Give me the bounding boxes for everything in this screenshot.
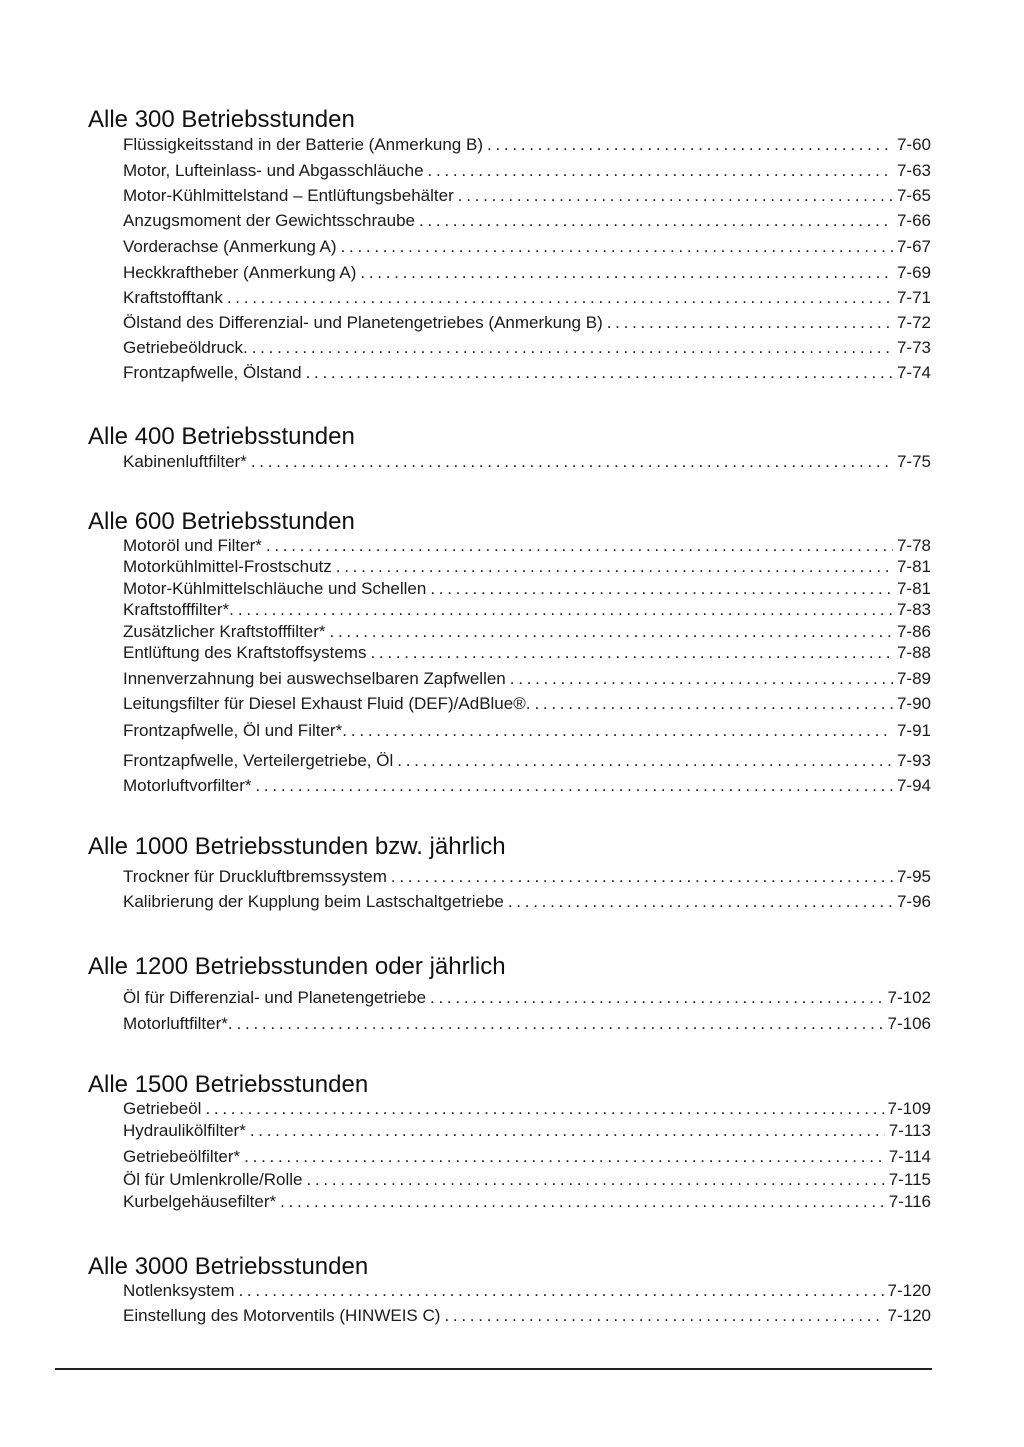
toc-entry[interactable] (123, 750, 931, 772)
toc-entry[interactable] (123, 578, 931, 600)
section-heading: Alle 3000 Betriebsstunden (88, 1253, 369, 1280)
dot-leader (430, 987, 883, 1009)
dot-leader (330, 621, 893, 643)
toc-entry[interactable] (123, 775, 931, 797)
dot-leader (428, 160, 893, 182)
toc-entry[interactable] (123, 621, 931, 643)
toc-entry-label: Kurbelgehäusefilter* (123, 1192, 277, 1211)
toc-entry-label: Entlüftung des Kraftstoffsystems (123, 643, 367, 662)
toc-entry-label: Motoröl und Filter* (123, 536, 262, 555)
toc-entry-page-number: 7-71 (896, 288, 931, 307)
toc-entry-page-number: 7-81 (896, 579, 931, 598)
dot-leader (510, 668, 893, 690)
toc-entry-page-number: 7-109 (887, 1099, 931, 1118)
toc-entry-label: Getriebeöl (123, 1099, 202, 1118)
toc-entry-page-number: 7-86 (896, 622, 931, 641)
toc-entry-label: Frontzapfwelle, Öl und Filter*. (123, 721, 347, 740)
dot-leader (306, 362, 893, 384)
toc-entry[interactable] (123, 210, 931, 232)
section-heading: Alle 600 Betriebsstunden (88, 508, 355, 535)
toc-entry[interactable] (123, 1098, 931, 1120)
toc-entry[interactable] (123, 337, 931, 359)
toc-entry-label: Motor-Kühlmittelschläuche und Schellen (123, 579, 427, 598)
toc-entry-label: Motorluftfilter*. (123, 1014, 233, 1033)
toc-entry-page-number: 7-120 (887, 1306, 931, 1325)
toc-entry-label: Zusätzlicher Kraftstofffilter* (123, 622, 326, 641)
toc-entry[interactable] (123, 134, 931, 156)
toc-entry-page-number: 7-81 (896, 557, 931, 576)
toc-entry-page-number: 7-120 (887, 1281, 931, 1300)
toc-entry-label: Hydraulikölfilter* (123, 1121, 246, 1140)
toc-entry-label: Flüssigkeitsstand in der Batterie (Anmerkung B) (123, 135, 483, 154)
dot-leader (370, 642, 892, 664)
dot-leader (227, 287, 893, 309)
toc-entry-page-number: 7-66 (896, 211, 931, 230)
toc-entry-page-number: 7-75 (896, 452, 931, 471)
toc-entry-page-number: 7-83 (896, 600, 931, 619)
toc-entry-label: Vorderachse (Anmerkung A) (123, 237, 337, 256)
toc-entry-label: Kraftstofffilter*. (123, 600, 234, 619)
toc-entry-page-number: 7-96 (896, 892, 931, 911)
toc-entry-label: Öl für Umlenkrolle/Rolle (123, 1170, 303, 1189)
section-heading: Alle 1500 Betriebsstunden (88, 1071, 369, 1098)
toc-entry-page-number: 7-89 (896, 669, 931, 688)
toc-entry-label: Frontzapfwelle, Ölstand (123, 363, 302, 382)
toc-entry-label: Kalibrierung der Kupplung beim Lastschaltgetriebe (123, 892, 504, 911)
toc-entry-label: Heckkraftheber (Anmerkung A) (123, 263, 357, 282)
toc-entry[interactable] (123, 866, 931, 888)
dot-leader (280, 1191, 885, 1213)
toc-entry[interactable] (123, 535, 931, 557)
toc-entry-page-number: 7-91 (896, 721, 931, 740)
toc-entry-label: Öl für Differenzial- und Planetengetriebe (123, 988, 427, 1007)
toc-entry-page-number: 7-106 (887, 1014, 931, 1033)
toc-entry-page-number: 7-114 (888, 1147, 931, 1166)
section-heading: Alle 400 Betriebsstunden (88, 423, 355, 450)
dot-leader (351, 720, 893, 742)
toc-entry[interactable] (123, 1120, 931, 1142)
toc-entry-page-number: 7-115 (888, 1170, 931, 1189)
toc-entry[interactable] (123, 451, 931, 473)
toc-entry[interactable] (123, 1169, 931, 1191)
toc-entry-page-number: 7-63 (896, 161, 931, 180)
toc-entry[interactable] (123, 1305, 931, 1327)
dot-leader (266, 535, 893, 557)
dot-leader (534, 693, 893, 715)
dot-leader (458, 185, 893, 207)
toc-entry[interactable] (123, 599, 931, 621)
dot-leader (391, 866, 893, 888)
toc-entry-page-number: 7-93 (896, 751, 931, 770)
dot-leader (430, 578, 893, 600)
toc-entry-page-number: 7-73 (896, 338, 931, 357)
toc-entry-page-number: 7-65 (896, 186, 931, 205)
section-heading: Alle 300 Betriebsstunden (88, 106, 355, 133)
toc-entry-label: Leitungsfilter für Diesel Exhaust Fluid (DEF)/AdBlue®. (123, 694, 531, 713)
dot-leader (244, 1146, 885, 1168)
toc-entry-page-number: 7-78 (896, 536, 931, 555)
dot-leader (360, 262, 893, 284)
section-heading: Alle 1000 Betriebsstunden bzw. jährlich (88, 833, 506, 860)
toc-entry[interactable] (123, 1013, 931, 1035)
dot-leader (238, 1280, 883, 1302)
dot-leader (397, 750, 893, 772)
dot-leader (444, 1305, 883, 1327)
dot-leader (251, 451, 893, 473)
dot-leader (307, 1169, 885, 1191)
toc-entry-label: Motorkühlmittel-Frostschutz (123, 557, 332, 576)
toc-entry-page-number: 7-72 (896, 313, 931, 332)
toc-entry-page-number: 7-116 (888, 1192, 931, 1211)
toc-entry[interactable] (123, 1191, 931, 1213)
toc-entry-page-number: 7-74 (896, 363, 931, 382)
toc-entry-page-number: 7-94 (896, 776, 931, 795)
toc-entry[interactable] (123, 642, 931, 664)
toc-entry-label: Frontzapfwelle, Verteilergetriebe, Öl (123, 751, 394, 770)
toc-entry-label: Kraftstofftank (123, 288, 223, 307)
toc-entry-page-number: 7-69 (896, 263, 931, 282)
section-heading: Alle 1200 Betriebsstunden oder jährlich (88, 953, 506, 980)
toc-entry-label: Getriebeöldruck. (123, 338, 248, 357)
toc-entry-page-number: 7-67 (896, 237, 931, 256)
toc-entry[interactable] (123, 668, 931, 690)
dot-leader (341, 236, 893, 258)
dot-leader (487, 134, 893, 156)
toc-entry[interactable] (123, 556, 931, 578)
toc-entry[interactable] (123, 720, 931, 742)
dot-leader (508, 891, 893, 913)
toc-entry-label: Einstellung des Motorventils (HINWEIS C) (123, 1306, 441, 1325)
toc-entry[interactable] (123, 287, 931, 309)
toc-entry[interactable] (123, 1280, 931, 1302)
dot-leader (255, 775, 892, 797)
toc-entry-label: Motor, Lufteinlass- und Abgasschläuche (123, 161, 424, 180)
toc-entry-label: Motor-Kühlmittelstand – Entlüftungsbehälter (123, 186, 454, 205)
dot-leader (607, 312, 893, 334)
toc-entry[interactable] (123, 362, 931, 384)
toc-entry-page-number: 7-60 (896, 135, 931, 154)
toc-entry-page-number: 7-90 (896, 694, 931, 713)
dot-leader (250, 1120, 885, 1142)
dot-leader (205, 1098, 883, 1120)
toc-entry[interactable] (123, 1146, 931, 1168)
toc-entry[interactable] (123, 185, 931, 207)
toc-entry[interactable] (123, 262, 931, 284)
dot-leader (237, 1013, 884, 1035)
dot-leader (238, 599, 893, 621)
toc-entry-page-number: 7-95 (896, 867, 931, 886)
toc-entry-label: Kabinenluftfilter* (123, 452, 247, 471)
toc-entry[interactable] (123, 987, 931, 1009)
toc-entry-label: Motorluftvorfilter* (123, 776, 252, 795)
dot-leader (336, 556, 893, 578)
toc-entry-label: Getriebeölfilter* (123, 1147, 241, 1166)
toc-entry-label: Notlenksystem (123, 1281, 235, 1300)
toc-entry-label: Innenverzahnung bei auswechselbaren Zapfwellen (123, 669, 506, 688)
toc-entry[interactable] (123, 312, 931, 334)
toc-entry-page-number: 7-88 (896, 643, 931, 662)
toc-entry-label: Trockner für Druckluftbremssystem (123, 867, 387, 886)
toc-entry[interactable] (123, 160, 931, 182)
toc-entry[interactable] (123, 891, 931, 913)
toc-entry[interactable] (123, 236, 931, 258)
toc-entry-page-number: 7-102 (887, 988, 931, 1007)
toc-entry-label: Anzugsmoment der Gewichtsschraube (123, 211, 415, 230)
dot-leader (419, 210, 893, 232)
toc-entry-page-number: 7-113 (888, 1121, 931, 1140)
dot-leader (252, 337, 893, 359)
page-bottom-rule (55, 1368, 932, 1370)
toc-entry-label: Ölstand des Differenzial- und Planetengetriebes (Anmerkung B) (123, 313, 603, 332)
toc-entry[interactable] (123, 693, 931, 715)
